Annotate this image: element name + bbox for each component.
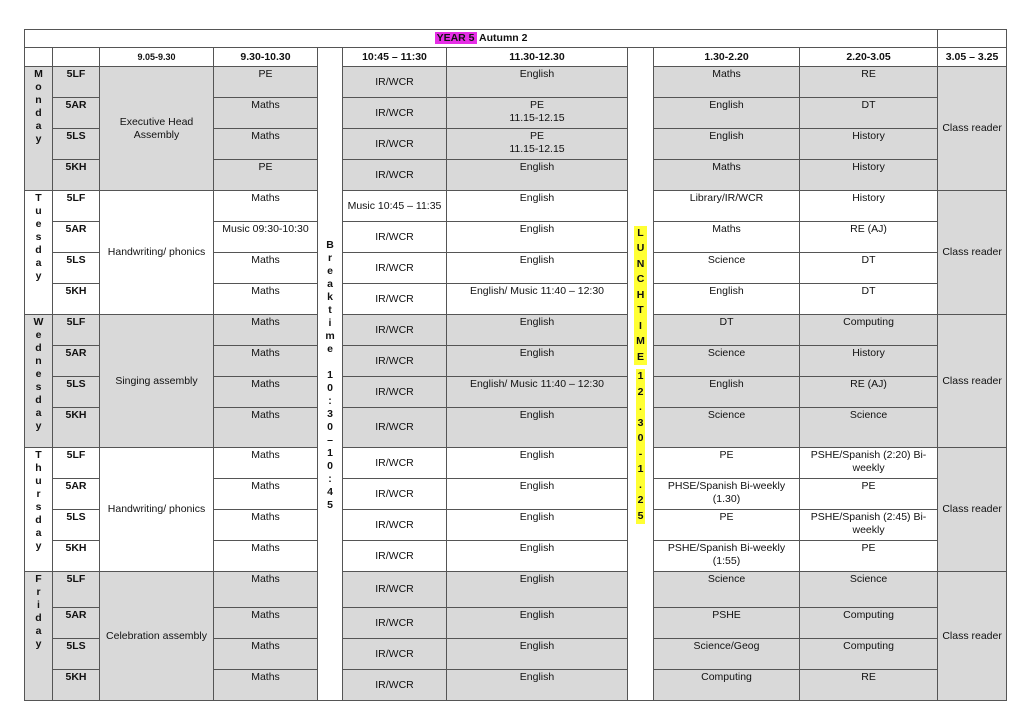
lesson-1130: English	[447, 608, 628, 639]
lesson-1045: IR/WCR	[343, 67, 447, 98]
lesson-130: PSHE/Spanish Bi-weekly (1:55)	[654, 541, 800, 572]
lesson-220: Computing	[800, 639, 938, 670]
lesson-130: Science	[654, 408, 800, 448]
lesson-930: Maths	[214, 253, 318, 284]
class-code: 5KH	[53, 541, 100, 572]
lesson-1130: English	[447, 408, 628, 448]
assembly-cell: Handwriting/ phonics	[100, 191, 214, 315]
timetable-row	[25, 315, 1007, 346]
lesson-930: Maths	[214, 191, 318, 222]
break-column: B r e a k t i m e 1 0 : 3 0 – 1 0 : 4 5	[318, 48, 343, 701]
class-code: 5AR	[53, 608, 100, 639]
lunch-label: L U N C H T I M E	[634, 226, 647, 366]
lesson-130: PE	[654, 448, 800, 479]
lesson-220: History	[800, 129, 938, 160]
timetable	[24, 29, 1007, 701]
lesson-930: Maths	[214, 639, 318, 670]
assembly-cell: Handwriting/ phonics	[100, 448, 214, 572]
lesson-1045: IR/WCR	[343, 377, 447, 408]
lesson-220: PE	[800, 479, 938, 510]
lesson-1045: IR/WCR	[343, 315, 447, 346]
lesson-930: PE	[214, 67, 318, 98]
lesson-1130: English	[447, 448, 628, 479]
lesson-130: Science	[654, 572, 800, 608]
lesson-220: History	[800, 160, 938, 191]
title-rest: Autumn 2	[476, 32, 528, 44]
lesson-130: Science/Geog	[654, 639, 800, 670]
lesson-930: Maths	[214, 541, 318, 572]
class-code: 5LS	[53, 129, 100, 160]
class-code: 5LF	[53, 67, 100, 98]
lesson-1045: IR/WCR	[343, 608, 447, 639]
class-code: 5LF	[53, 315, 100, 346]
header-1045: 10:45 – 11:30	[343, 48, 447, 67]
header-1130: 11.30-12.30	[447, 48, 628, 67]
lesson-130: English	[654, 98, 800, 129]
class-code: 5KH	[53, 284, 100, 315]
lesson-1045: IR/WCR	[343, 284, 447, 315]
header-130: 1.30-2.20	[654, 48, 800, 67]
header-305: 3.05 – 3.25	[938, 48, 1007, 67]
class-code: 5AR	[53, 479, 100, 510]
lesson-1045: IR/WCR	[343, 572, 447, 608]
timetable-row	[25, 572, 1007, 608]
lesson-930: Maths	[214, 377, 318, 408]
lesson-220: RE	[800, 67, 938, 98]
lesson-1130: English	[447, 222, 628, 253]
lesson-220: History	[800, 346, 938, 377]
lesson-220: Computing	[800, 315, 938, 346]
lesson-1130: English/ Music 11:40 – 12:30	[447, 377, 628, 408]
class-reader-cell: Class reader	[938, 315, 1007, 448]
lesson-1045: IR/WCR	[343, 448, 447, 479]
lesson-930: Maths	[214, 479, 318, 510]
lesson-1045: IR/WCR	[343, 129, 447, 160]
lesson-1045: IR/WCR	[343, 510, 447, 541]
lesson-930: Maths	[214, 670, 318, 701]
lesson-130: English	[654, 129, 800, 160]
day-name: T h u r s d a y	[25, 448, 53, 572]
class-code: 5AR	[53, 222, 100, 253]
lesson-930: Maths	[214, 510, 318, 541]
lesson-1045: IR/WCR	[343, 253, 447, 284]
lesson-130: PSHE	[654, 608, 800, 639]
lesson-220: Science	[800, 572, 938, 608]
lesson-1130: PE 11.15-12.15	[447, 129, 628, 160]
lesson-130: Maths	[654, 67, 800, 98]
class-code: 5AR	[53, 98, 100, 129]
lesson-930: Maths	[214, 572, 318, 608]
day-name: T u e s d a y	[25, 191, 53, 315]
class-code: 5KH	[53, 160, 100, 191]
lesson-1045: Music 10:45 – 11:35	[343, 191, 447, 222]
lesson-1130: English	[447, 253, 628, 284]
header-220: 2.20-3.05	[800, 48, 938, 67]
lesson-1130: English	[447, 670, 628, 701]
class-reader-cell: Class reader	[938, 572, 1007, 701]
lesson-220: RE	[800, 670, 938, 701]
lesson-1130: English	[447, 572, 628, 608]
lesson-220: DT	[800, 284, 938, 315]
title-blank-cell	[938, 30, 1007, 48]
timetable-row	[25, 191, 1007, 222]
lesson-1130: English/ Music 11:40 – 12:30	[447, 284, 628, 315]
lesson-130: PHSE/Spanish Bi-weekly (1.30)	[654, 479, 800, 510]
lesson-130: English	[654, 377, 800, 408]
lesson-1130: English	[447, 479, 628, 510]
lesson-130: Computing	[654, 670, 800, 701]
lesson-130: DT	[654, 315, 800, 346]
class-reader-cell: Class reader	[938, 448, 1007, 572]
lesson-1130: English	[447, 67, 628, 98]
class-code: 5LS	[53, 639, 100, 670]
title-highlight: YEAR 5	[436, 32, 475, 44]
lunch-time: 1 2 . 3 0 - 1 . 2 5	[636, 369, 646, 524]
lesson-1045: IR/WCR	[343, 222, 447, 253]
class-code: 5AR	[53, 346, 100, 377]
lesson-130: Science	[654, 253, 800, 284]
lesson-1045: IR/WCR	[343, 639, 447, 670]
assembly-cell: Executive Head Assembly	[100, 67, 214, 191]
lesson-930: Maths	[214, 129, 318, 160]
lesson-130: English	[654, 284, 800, 315]
lesson-130: Science	[654, 346, 800, 377]
lesson-1130: English	[447, 639, 628, 670]
lesson-1045: IR/WCR	[343, 98, 447, 129]
lesson-930: Maths	[214, 98, 318, 129]
timetable-row	[25, 448, 1007, 479]
lesson-220: Science	[800, 408, 938, 448]
lesson-1045: IR/WCR	[343, 541, 447, 572]
lesson-1045: IR/WCR	[343, 479, 447, 510]
day-name: F r i d a y	[25, 572, 53, 701]
lesson-930: Maths	[214, 284, 318, 315]
header-row	[25, 48, 1007, 67]
class-code: 5LF	[53, 572, 100, 608]
lesson-1045: IR/WCR	[343, 160, 447, 191]
lesson-1045: IR/WCR	[343, 670, 447, 701]
lesson-130: PE	[654, 510, 800, 541]
timetable-row	[25, 67, 1007, 98]
lesson-930: Maths	[214, 448, 318, 479]
title-row	[25, 30, 1007, 48]
class-code: 5LF	[53, 191, 100, 222]
lesson-1130: English	[447, 191, 628, 222]
lesson-1130: English	[447, 541, 628, 572]
header-930: 9.30-10.30	[214, 48, 318, 67]
lesson-930: Maths	[214, 315, 318, 346]
lesson-220: RE (AJ)	[800, 377, 938, 408]
class-code: 5KH	[53, 408, 100, 448]
lunch-column	[628, 48, 654, 701]
lesson-220: DT	[800, 253, 938, 284]
lesson-1130: English	[447, 346, 628, 377]
day-name: W e d n e s d a y	[25, 315, 53, 448]
lesson-130: Maths	[654, 222, 800, 253]
header-blank-class	[53, 48, 100, 67]
lesson-930: Music 09:30-10:30	[214, 222, 318, 253]
lesson-220: PE	[800, 541, 938, 572]
lesson-220: RE (AJ)	[800, 222, 938, 253]
assembly-cell: Celebration assembly	[100, 572, 214, 701]
lesson-930: PE	[214, 160, 318, 191]
assembly-cell: Singing assembly	[100, 315, 214, 448]
lesson-1130: English	[447, 315, 628, 346]
lesson-1130: PE 11.15-12.15	[447, 98, 628, 129]
lesson-220: PSHE/Spanish (2:20) Bi- weekly	[800, 448, 938, 479]
header-blank-day	[25, 48, 53, 67]
class-code: 5LF	[53, 448, 100, 479]
lesson-930: Maths	[214, 608, 318, 639]
lesson-1130: English	[447, 510, 628, 541]
lesson-130: Library/IR/WCR	[654, 191, 800, 222]
lesson-220: History	[800, 191, 938, 222]
lesson-930: Maths	[214, 346, 318, 377]
lesson-1130: English	[447, 160, 628, 191]
lesson-220: PSHE/Spanish (2:45) Bi-weekly	[800, 510, 938, 541]
class-reader-cell: Class reader	[938, 191, 1007, 315]
lesson-930: Maths	[214, 408, 318, 448]
class-code: 5KH	[53, 670, 100, 701]
class-code: 5LS	[53, 253, 100, 284]
lesson-1045: IR/WCR	[343, 346, 447, 377]
timetable-title	[25, 30, 938, 48]
lesson-130: Maths	[654, 160, 800, 191]
lesson-220: DT	[800, 98, 938, 129]
class-code: 5LS	[53, 510, 100, 541]
header-905: 9.05-9.30	[100, 48, 214, 67]
lesson-220: Computing	[800, 608, 938, 639]
class-reader-cell: Class reader	[938, 67, 1007, 191]
class-code: 5LS	[53, 377, 100, 408]
lesson-1045: IR/WCR	[343, 408, 447, 448]
day-name: M o n d a y	[25, 67, 53, 191]
